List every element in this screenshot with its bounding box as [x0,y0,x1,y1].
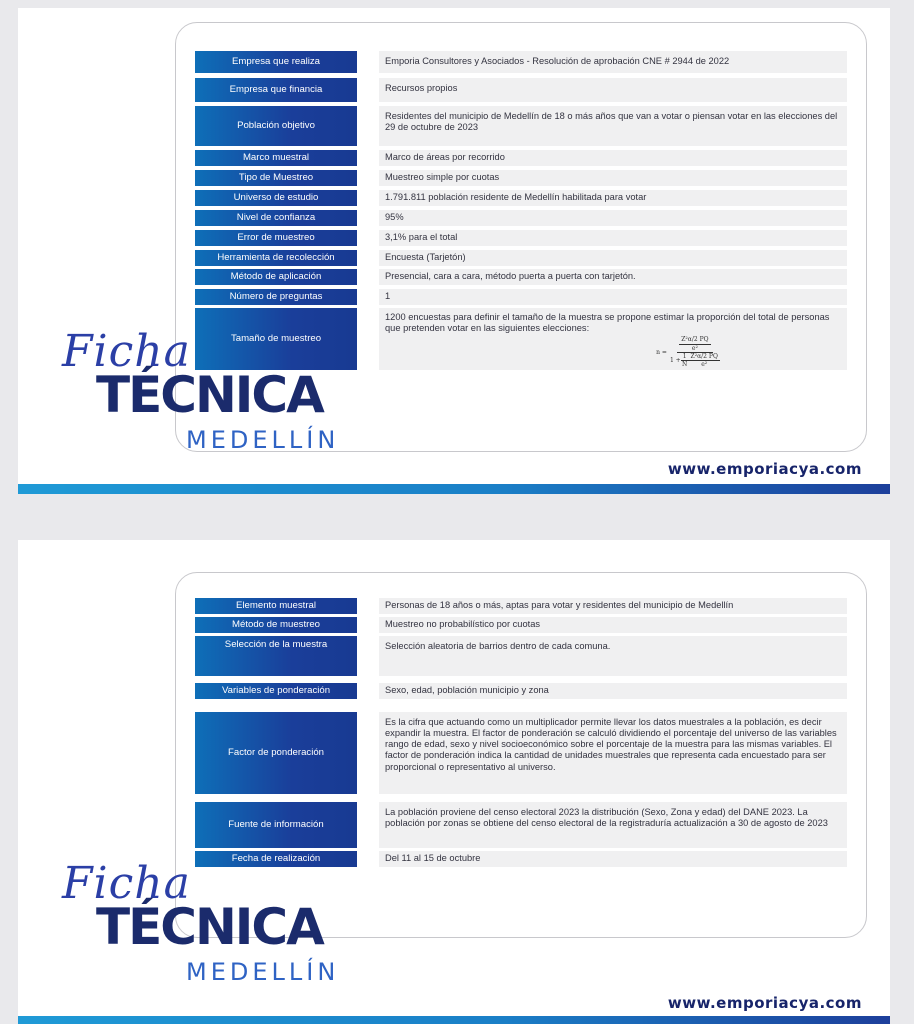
row-label: Nivel de confianza [195,210,357,226]
row-error-muestreo [195,230,847,246]
row-value [379,308,847,370]
formula-top [677,336,712,352]
formula-num: Z²α/2 PQ [681,336,709,344]
row-label: Método de aplicación [195,269,357,285]
website-url: www.emporiacya.com [667,460,862,478]
row-label: Número de preguntas [195,289,357,305]
row-label: Empresa que financia [195,78,357,102]
row-numero-preguntas [195,289,847,305]
row-label: Variables de ponderación [195,683,357,699]
logo-ficha-script: Ficha [62,326,191,377]
formula-den: e² [691,344,698,352]
row-value: Emporia Consultores y Asociados - Resolución de aprobación CNE # 2944 de 2022 [379,51,847,73]
ficha-tecnica-slide-1 [18,8,890,494]
row-value: Encuesta (Tarjetón) [379,250,847,266]
row-label: Empresa que realiza [195,51,357,73]
formula-num-2: Z²α/2 PQ [690,352,718,360]
row-value: Personas de 18 años o más, aptas para votar y residentes del municipio de Medellín [379,598,847,614]
row-factor-ponderacion [195,712,847,794]
row-value: Presencial, cara a cara, método puerta a puerta con tarjetón. [379,269,847,285]
row-nivel-confianza [195,210,847,226]
footer-gradient-bar [18,1016,890,1024]
website-url: www.emporiacya.com [667,994,862,1012]
row-fuente-informacion [195,802,847,848]
formula-fraction [670,336,720,368]
row-label: Fuente de información [195,802,357,848]
sample-size-text: 1200 encuestas para definir el tamaño de la muestra se propone estimar la proporción del total de personas que pretenden votar en las siguientes elecciones: [385,312,830,334]
row-label: Tipo de Muestreo [195,170,357,186]
row-empresa-financia [195,78,847,102]
logo-tecnica: TÉCNICA [96,366,323,424]
formula-inner-num: 1 [682,352,687,360]
logo-medellin: MEDELLÍN [186,958,340,986]
row-label: Herramienta de recolección [195,250,357,266]
logo-tecnica: TÉCNICA [96,898,323,956]
row-value: Muestreo simple por cuotas [379,170,847,186]
logo-ficha-script: Ficha [62,858,191,909]
row-label: Elemento muestral [195,598,357,614]
row-value: La población proviene del censo electoral 2023 la distribución (Sexo, Zona y edad) del DANE 2023. La población por zonas se obtiene del censo electoral de la registraduría actualización a 30 de agosto de 2023 [379,802,847,848]
row-poblacion-objetivo [195,106,847,146]
row-metodo-muestreo [195,617,847,633]
row-label: Factor de ponderación [195,712,357,794]
row-metodo-aplicacion [195,269,847,285]
row-seleccion-muestra [195,636,847,676]
row-value: 95% [379,210,847,226]
row-value: 1 [379,289,847,305]
row-value: Marco de áreas por recorrido [379,150,847,166]
row-value: Selección aleatoria de barrios dentro de cada comuna. [379,636,847,676]
row-value: Muestreo no probabilístico por cuotas [379,617,847,633]
formula-den-2: e² [701,360,708,368]
row-value: 3,1% para el total [379,230,847,246]
row-elemento-muestral [195,598,847,614]
row-value: Recursos propios [379,78,847,102]
ficha-tecnica-logo [58,326,358,466]
row-herramienta-recoleccion [195,250,847,266]
footer-gradient-bar [18,484,890,494]
ficha-tecnica-slide-2 [18,540,890,1024]
formula-inner-den: N [681,360,688,368]
row-label: Universo de estudio [195,190,357,206]
row-variables-ponderacion [195,683,847,699]
row-value: Del 11 al 15 de octubre [379,851,847,867]
row-label: Tamaño de muestreo [195,308,357,370]
row-label: Fecha de realización [195,851,357,867]
row-label: Marco muestral [195,150,357,166]
row-value: Es la cifra que actuando como un multiplicador permite llevar los datos muestrales a la población, es decir expandir la muestra. El factor de ponderación se calculó dividiendo el porcentaje del universo de las variables rango de edad, sexo y nivel socioeconómico sobre el porcentaje de la muestra para las mismas variables. El factor de ponderación indica la cantidad de unidades muestrales que representa cada encuestado para ser proporcional o representativo al universo. [379,712,847,794]
formula-lhs: n = [656,348,667,356]
row-label: Selección de la muestra [195,636,357,676]
row-marco-muestral [195,150,847,166]
row-value: Residentes del municipio de Medellín de 18 o más años que van a votar o piensan votar en las elecciones del 29 de octubre de 2023 [379,106,847,146]
row-label: Error de muestreo [195,230,357,246]
row-label: Población objetivo [195,106,357,146]
formula-bottom [670,353,720,368]
row-value: Sexo, edad, población municipio y zona [379,683,847,699]
row-empresa-realiza [195,51,847,73]
logo-medellin: MEDELLÍN [186,426,340,454]
row-value: 1.791.811 población residente de Medellín habilitada para votar [379,190,847,206]
row-tipo-muestreo [195,170,847,186]
row-label: Método de muestreo [195,617,357,633]
row-universo-estudio [195,190,847,206]
sample-size-formula [656,336,720,368]
ficha-tecnica-logo [58,858,358,998]
formula-den-prefix: 1 + [669,356,681,364]
